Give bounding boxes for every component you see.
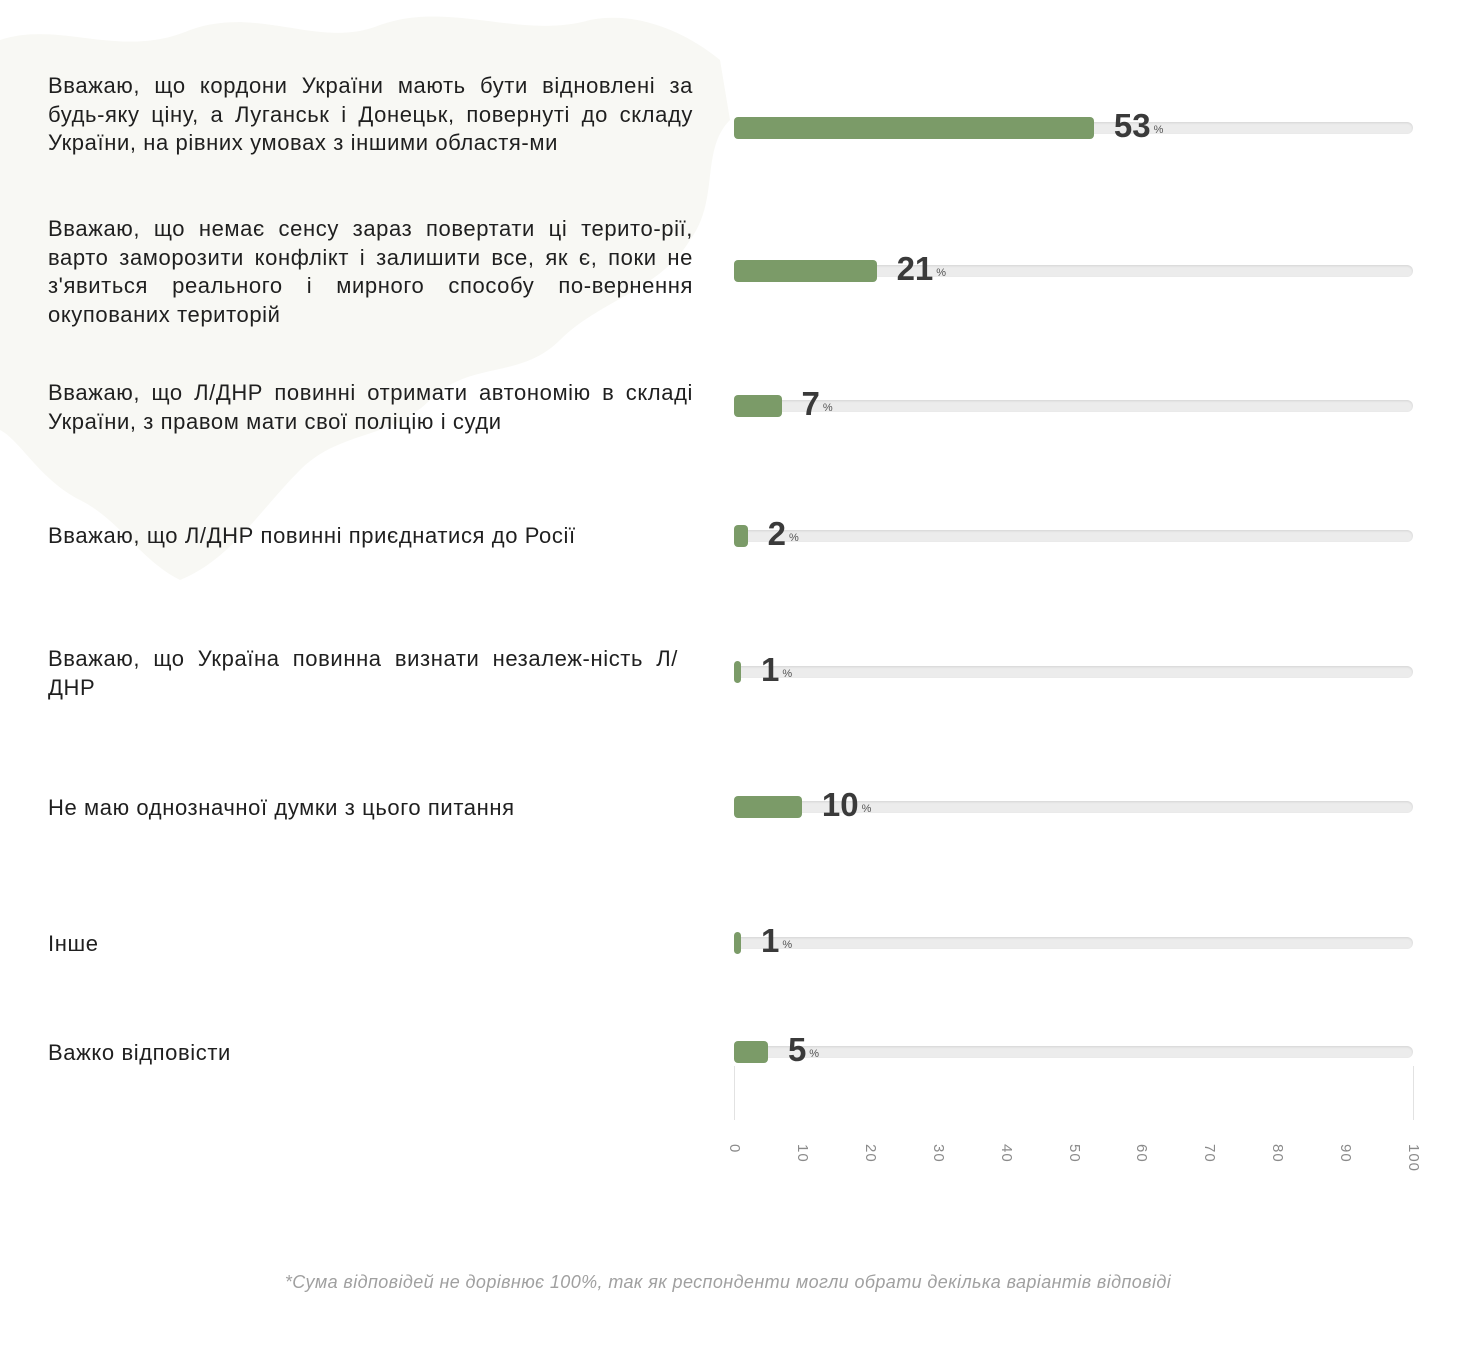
axis-gridline	[1413, 1066, 1414, 1120]
bar	[734, 260, 877, 282]
footnote: *Сума відповідей не дорівнює 100%, так як респонденти могли обрати декілька варіантів відповіді	[284, 1272, 1172, 1292]
x-tick-label: 60	[1133, 1144, 1151, 1163]
data-label-unit: %	[788, 532, 799, 544]
bar	[734, 117, 1094, 139]
category-label: Вважаю, що немає сенсу зараз повертати ці терито-рії, варто заморозити конфлікт і залишити все, як є, поки не з'явиться реального і мирного способу по-вернення окупованих територій	[48, 216, 693, 327]
bar	[734, 661, 741, 683]
x-tick-label: 30	[929, 1144, 947, 1163]
category-label: Вважаю, що Л/ДНР повинні приєднатися до Росії	[48, 523, 576, 548]
x-tick-label: 0	[726, 1144, 743, 1154]
data-label-unit: %	[822, 402, 833, 414]
axis-gridline	[734, 1066, 735, 1120]
bar	[734, 932, 741, 954]
data-label-value: 2	[767, 515, 786, 552]
data-label-value: 1	[761, 922, 780, 959]
x-tick-label: 90	[1337, 1144, 1355, 1163]
category-label: Важко відповісти	[48, 1040, 231, 1065]
data-label	[1114, 106, 1164, 146]
data-label-value: 53	[1113, 107, 1151, 144]
category-label: Вважаю, що кордони України мають бути відновлені за будь-яку ціну, а Луганськ і Донецьк, повернуті до складу України, на рівних умовах з іншими областя-ми	[48, 73, 693, 155]
bar-track	[734, 651, 1413, 688]
data-label	[788, 1030, 819, 1070]
data-label-value: 1	[761, 651, 780, 688]
x-tick-label: 50	[1065, 1144, 1083, 1163]
data-label-value: 7	[801, 385, 820, 422]
data-label-unit: %	[936, 267, 947, 279]
x-tick-label: 10	[793, 1144, 811, 1163]
data-label-unit: %	[782, 668, 793, 680]
bar-track	[734, 786, 1413, 823]
bar-track	[734, 515, 1413, 552]
data-label	[802, 384, 833, 424]
bar-track	[734, 107, 1413, 144]
bar	[734, 525, 748, 547]
category-label: Інше	[48, 931, 99, 956]
x-tick-label: 80	[1269, 1144, 1287, 1163]
bar-track	[734, 922, 1413, 959]
category-label: Вважаю, що Україна повинна визнати незалеж-ність Л/ДНР	[48, 646, 678, 700]
bar-track	[734, 1031, 1413, 1068]
x-tick-label: 70	[1201, 1144, 1219, 1163]
data-label	[761, 921, 792, 961]
data-label-value: 10	[821, 786, 859, 823]
bar	[734, 1041, 768, 1063]
data-label	[761, 650, 792, 690]
bar	[734, 796, 802, 818]
data-label-unit: %	[782, 939, 793, 951]
data-label-unit: %	[809, 1048, 820, 1060]
x-tick-label: 20	[861, 1144, 879, 1163]
data-label-value: 5	[787, 1031, 807, 1068]
data-label-unit: %	[861, 803, 872, 815]
data-label-value: 21	[896, 250, 934, 287]
bar	[734, 395, 782, 417]
data-label	[897, 249, 947, 289]
category-label: Вважаю, що Л/ДНР повинні отримати автономію в складі України, з правом мати свої поліцію і суди	[48, 380, 693, 434]
category-label: Не маю однозначної думки з цього питання	[48, 795, 515, 820]
x-tick-label: 100	[1405, 1144, 1422, 1173]
data-label-unit: %	[1153, 124, 1164, 136]
bar-track	[734, 385, 1413, 422]
data-label	[768, 514, 799, 554]
x-tick-label: 40	[997, 1144, 1015, 1163]
data-label	[822, 785, 872, 825]
bar-track	[734, 250, 1413, 287]
